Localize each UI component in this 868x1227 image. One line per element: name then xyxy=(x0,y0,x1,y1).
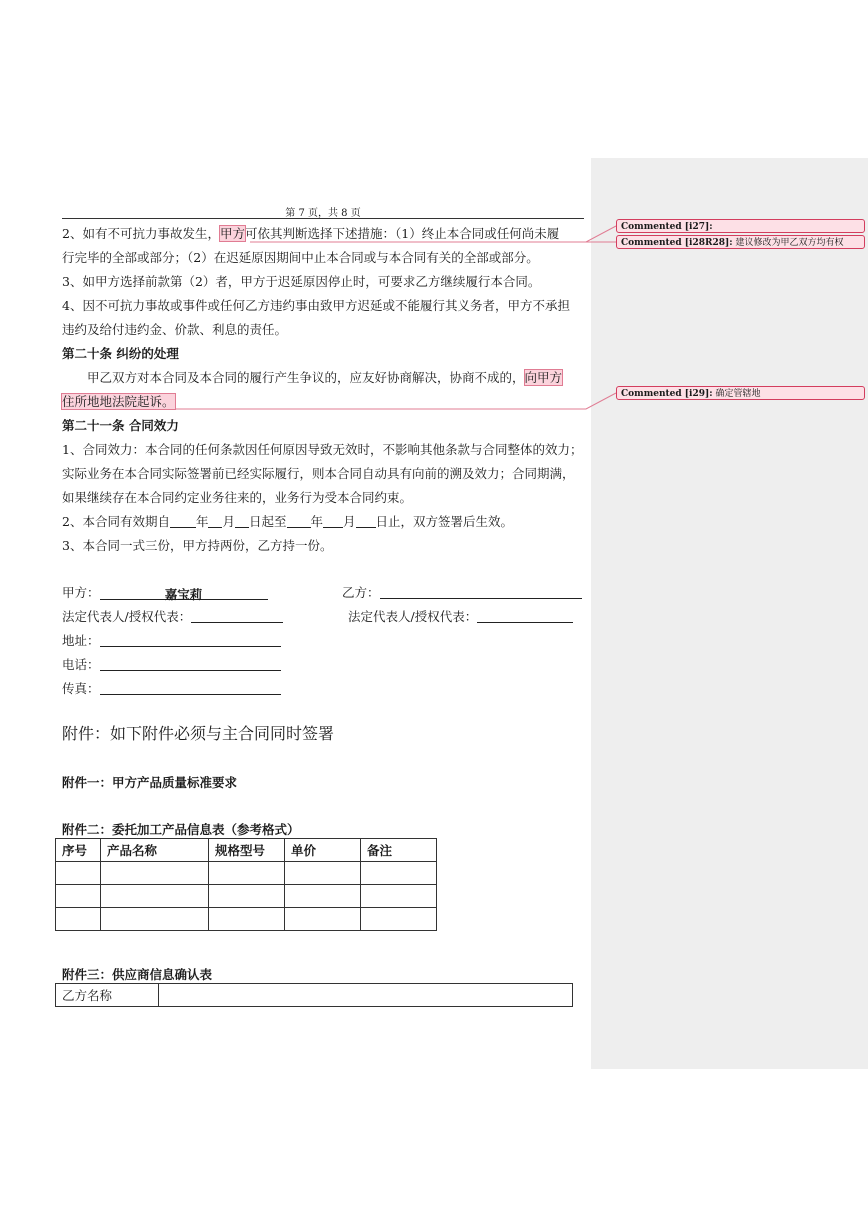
table-cell[interactable] xyxy=(101,862,209,885)
text: 可依其判断选择下述措施：（1）终止本合同或任何尚未履 xyxy=(244,226,560,241)
table-row xyxy=(56,862,437,885)
highlight-party-a[interactable]: 甲方 xyxy=(219,226,245,241)
blank-month-start[interactable] xyxy=(208,513,222,528)
table-cell[interactable] xyxy=(361,885,437,908)
article-20-title: 第二十条 纠纷的处理 xyxy=(62,346,179,361)
clause-force-majeure-3: 3、如甲方选择前款第（2）者，甲方于迟延原因停止时，可要求乙方继续履行本合同。 xyxy=(62,274,541,289)
party-b-label: 乙方： xyxy=(342,585,380,600)
address-label: 地址： xyxy=(62,633,100,648)
table-cell[interactable] xyxy=(101,885,209,908)
table-row xyxy=(56,885,437,908)
annex-3-title: 附件三：供应商信息确认表 xyxy=(62,967,213,982)
table-row xyxy=(56,908,437,931)
rep-b-field[interactable] xyxy=(477,608,573,623)
table-cell[interactable] xyxy=(361,908,437,931)
article-21-line: 如果继续存在本合同约定业务往来的，业务行为受本合同约束。 xyxy=(62,490,413,505)
blank-month-end[interactable] xyxy=(323,513,343,528)
col-header: 单价 xyxy=(285,839,361,862)
table-header-row xyxy=(56,839,437,862)
col-header: 产品名称 xyxy=(101,839,209,862)
supplier-info-table xyxy=(55,983,573,1007)
article-20-text-2 xyxy=(62,390,586,414)
table-cell[interactable] xyxy=(56,908,101,931)
highlight-venue-2[interactable]: 住所地地法院起诉。 xyxy=(62,394,175,409)
comment-id: Commented [i27]: xyxy=(621,222,713,232)
phone-label: 电话： xyxy=(62,657,100,672)
table-cell[interactable] xyxy=(285,862,361,885)
rep-a-field[interactable] xyxy=(191,608,283,623)
annex-title: 附件：如下附件必须与主合同同时签署 xyxy=(62,724,335,743)
text: 年 xyxy=(195,514,209,529)
table-cell[interactable] xyxy=(56,862,101,885)
fax-field[interactable] xyxy=(100,680,281,695)
table-cell[interactable] xyxy=(101,908,209,931)
rep-a-label: 法定代表人/授权代表： xyxy=(62,609,192,624)
comment-id: Commented [i29]: xyxy=(621,389,713,399)
rep-a-row xyxy=(62,607,283,625)
text: 甲乙双方对本合同及本合同的履行产生争议的，应友好协商解决，协商不成的， xyxy=(87,370,525,385)
comment-text: 确定管辖地 xyxy=(715,389,761,399)
table-cell[interactable] xyxy=(56,885,101,908)
row-label: 乙方名称 xyxy=(56,984,159,1007)
text: 年 xyxy=(310,514,324,529)
col-header: 序号 xyxy=(56,839,101,862)
comment-i27[interactable] xyxy=(616,219,865,233)
phone-field[interactable] xyxy=(100,656,281,671)
table-cell[interactable] xyxy=(285,908,361,931)
address-field[interactable] xyxy=(100,632,281,647)
party-a-name[interactable]: 嘉宝莉 xyxy=(100,585,268,600)
text: 月 xyxy=(343,514,356,529)
table-cell[interactable] xyxy=(285,885,361,908)
clause-force-majeure-4: 4、因不可抗力事故或事件或任何乙方违约事由致甲方迟延或不能履行其义务者，甲方不承担 xyxy=(62,298,570,313)
annex-2-title: 附件二：委托加工产品信息表（参考格式） xyxy=(62,822,300,837)
table-cell[interactable] xyxy=(209,908,285,931)
party-a-label: 甲方： xyxy=(62,585,100,600)
blank-day-start[interactable] xyxy=(235,513,249,528)
page-header: 第 7 页，共 8 页 xyxy=(285,208,361,219)
highlight-venue-1[interactable]: 向甲方 xyxy=(524,370,563,385)
address-row xyxy=(62,631,281,649)
article-20-text xyxy=(62,366,586,390)
party-a-row xyxy=(62,583,268,601)
party-b-row xyxy=(342,583,582,601)
blank-year-end[interactable] xyxy=(287,513,311,528)
article-21-line: 实际业务在本合同实际签署前已经实际履行，则本合同自动具有向前的溯及效力；合同期满， xyxy=(62,466,575,481)
text: 2、如有不可抗力事故发生， xyxy=(62,226,220,241)
blank-year-start[interactable] xyxy=(170,513,196,528)
table-cell[interactable] xyxy=(159,984,573,1007)
header-rule xyxy=(62,218,584,219)
table-cell[interactable] xyxy=(361,862,437,885)
fax-label: 传真： xyxy=(62,681,100,696)
clause-force-majeure-2 xyxy=(62,222,586,246)
clause-line: 违约及给付违约金、价款、利息的责任。 xyxy=(62,322,288,337)
rep-b-label: 法定代表人/授权代表： xyxy=(348,609,478,624)
table-cell[interactable] xyxy=(209,885,285,908)
annex-1-title: 附件一：甲方产品质量标准要求 xyxy=(62,775,238,790)
product-info-table xyxy=(55,838,437,931)
article-21-line: 1、合同效力：本合同的任何条款因任何原因导致无效时，不影响其他条款与合同整体的效力； xyxy=(62,442,583,457)
comment-id: Commented [i28R28]: xyxy=(621,238,733,248)
article-21-validity xyxy=(62,510,586,534)
table-cell[interactable] xyxy=(209,862,285,885)
col-header: 备注 xyxy=(361,839,437,862)
text: 2、本合同有效期自 xyxy=(62,514,170,529)
blank-day-end[interactable] xyxy=(356,513,376,528)
col-header: 规格型号 xyxy=(209,839,285,862)
party-b-name-field[interactable] xyxy=(380,584,582,599)
comment-i28[interactable] xyxy=(616,235,865,249)
text: 月 xyxy=(222,514,235,529)
comment-text: 建议修改为甲乙双方均有权 xyxy=(735,238,844,248)
text: 日止，双方签署后生效。 xyxy=(375,514,514,529)
text: 日起至 xyxy=(249,514,287,529)
comment-i29[interactable] xyxy=(616,386,865,400)
table-row xyxy=(56,984,573,1007)
contract-body xyxy=(62,222,586,558)
rep-b-row xyxy=(348,607,573,625)
article-21-line: 3、本合同一式三份，甲方持两份，乙方持一份。 xyxy=(62,538,333,553)
clause-line: 行完毕的全部或部分；（2）在迟延原因期间中止本合同或与本合同有关的全部或部分。 xyxy=(62,250,539,265)
fax-row xyxy=(62,679,281,697)
phone-row xyxy=(62,655,281,673)
article-21-title: 第二十一条 合同效力 xyxy=(62,418,179,433)
